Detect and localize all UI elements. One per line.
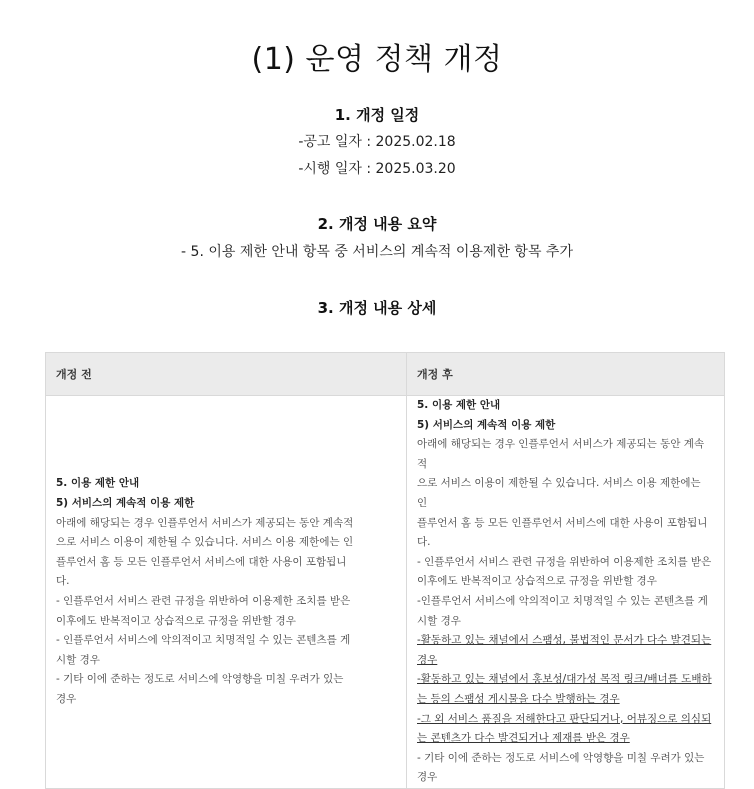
before-line: 플루언서 홈 등 모든 인플루언서 서비스에 대한 사용이 포함됩니 xyxy=(56,555,347,568)
before-line: - 인플루언서 서비스 관련 규정을 위반하여 이용제한 조치를 받은 xyxy=(56,594,351,607)
after-line: - 기타 이에 준하는 정도로 서비스에 악영향을 미칠 우려가 있는 xyxy=(417,751,705,764)
after-line: - 인플루언서 서비스 관련 규정을 위반하여 이용제한 조치를 받은 xyxy=(417,555,712,568)
page-title: (1) 운영 정책 개정 xyxy=(251,42,503,78)
after-line: 경우 xyxy=(417,653,438,666)
table-header-row xyxy=(46,353,725,396)
after-line: -활동하고 있는 채널에서 홍보성/대가성 목적 링크/배너를 도배하 xyxy=(417,673,712,686)
before-line: - 인플루언서 서비스에 악의적이고 치명적일 수 있는 콘텐츠를 게 xyxy=(56,634,351,647)
before-line: 시할 경우 xyxy=(56,653,100,666)
schedule-heading: 1. 개정 일정 xyxy=(334,106,420,124)
before-line: 으로 서비스 이용이 제한될 수 있습니다. 서비스 이용 제한에는 인 xyxy=(56,536,354,549)
after-line: 경우 xyxy=(417,771,438,784)
after-line: 시할 경우 xyxy=(417,614,461,627)
after-line: 5) 서비스의 계속적 이용 제한 xyxy=(417,418,556,431)
detail-heading: 3. 개정 내용 상세 xyxy=(317,299,437,317)
after-line: 다. xyxy=(417,536,431,549)
header-before: 개정 전 xyxy=(46,353,407,396)
effective-date: -시행 일자 : 2025.03.20 xyxy=(298,161,456,177)
after-line: 이후에도 반복적이고 상습적으로 규정을 위반할 경우 xyxy=(417,575,657,588)
before-line: - 기타 이에 준하는 정도로 서비스에 악영향을 미칠 우려가 있는 xyxy=(56,673,344,686)
summary-heading: 2. 개정 내용 요약 xyxy=(317,215,437,233)
after-line: -활동하고 있는 채널에서 스팸성, 불법적인 문서가 다수 발견되는 xyxy=(417,634,712,647)
before-line: 아래에 해당되는 경우 인플루언서 서비스가 제공되는 동안 계속적 xyxy=(56,516,354,529)
announce-date: -공고 일자 : 2025.02.18 xyxy=(298,134,456,150)
header-after: 개정 후 xyxy=(407,353,725,396)
summary-text: - 5. 이용 제한 안내 항목 중 서비스의 계속적 이용제한 항목 추가 xyxy=(181,244,573,260)
before-line: 5) 서비스의 계속적 이용 제한 xyxy=(56,496,195,509)
comparison-table xyxy=(45,352,725,789)
after-line: -인플루언서 서비스에 악의적이고 치명적일 수 있는 콘텐츠를 게 xyxy=(417,594,708,607)
after-line: 는 등의 스팸성 게시물을 다수 발행하는 경우 xyxy=(417,692,620,705)
after-line: 플루언서 홈 등 모든 인플루언서 서비스에 대한 사용이 포함됩니 xyxy=(417,516,708,529)
before-line: 경우 xyxy=(56,692,77,705)
after-line: 으로 서비스 이용이 제한될 수 있습니다. 서비스 이용 제한에는 인 xyxy=(417,477,701,509)
before-cell xyxy=(46,396,407,789)
after-line: 아래에 해당되는 경우 인플루언서 서비스가 제공되는 동안 계속적 xyxy=(417,438,705,470)
before-line: 다. xyxy=(56,575,70,588)
before-line: 이후에도 반복적이고 상습적으로 규정을 위반할 경우 xyxy=(56,614,296,627)
after-line: -그 외 서비스 품질을 저해한다고 판단되거나, 어뷰징으로 의심되 xyxy=(417,712,712,725)
table-row xyxy=(46,396,725,789)
after-line: 는 콘텐츠가 다수 발견되거나 제재를 받은 경우 xyxy=(417,732,630,745)
before-line: 5. 이용 제한 안내 xyxy=(56,477,140,490)
after-line: 5. 이용 제한 안내 xyxy=(417,399,501,411)
after-cell xyxy=(407,396,725,789)
